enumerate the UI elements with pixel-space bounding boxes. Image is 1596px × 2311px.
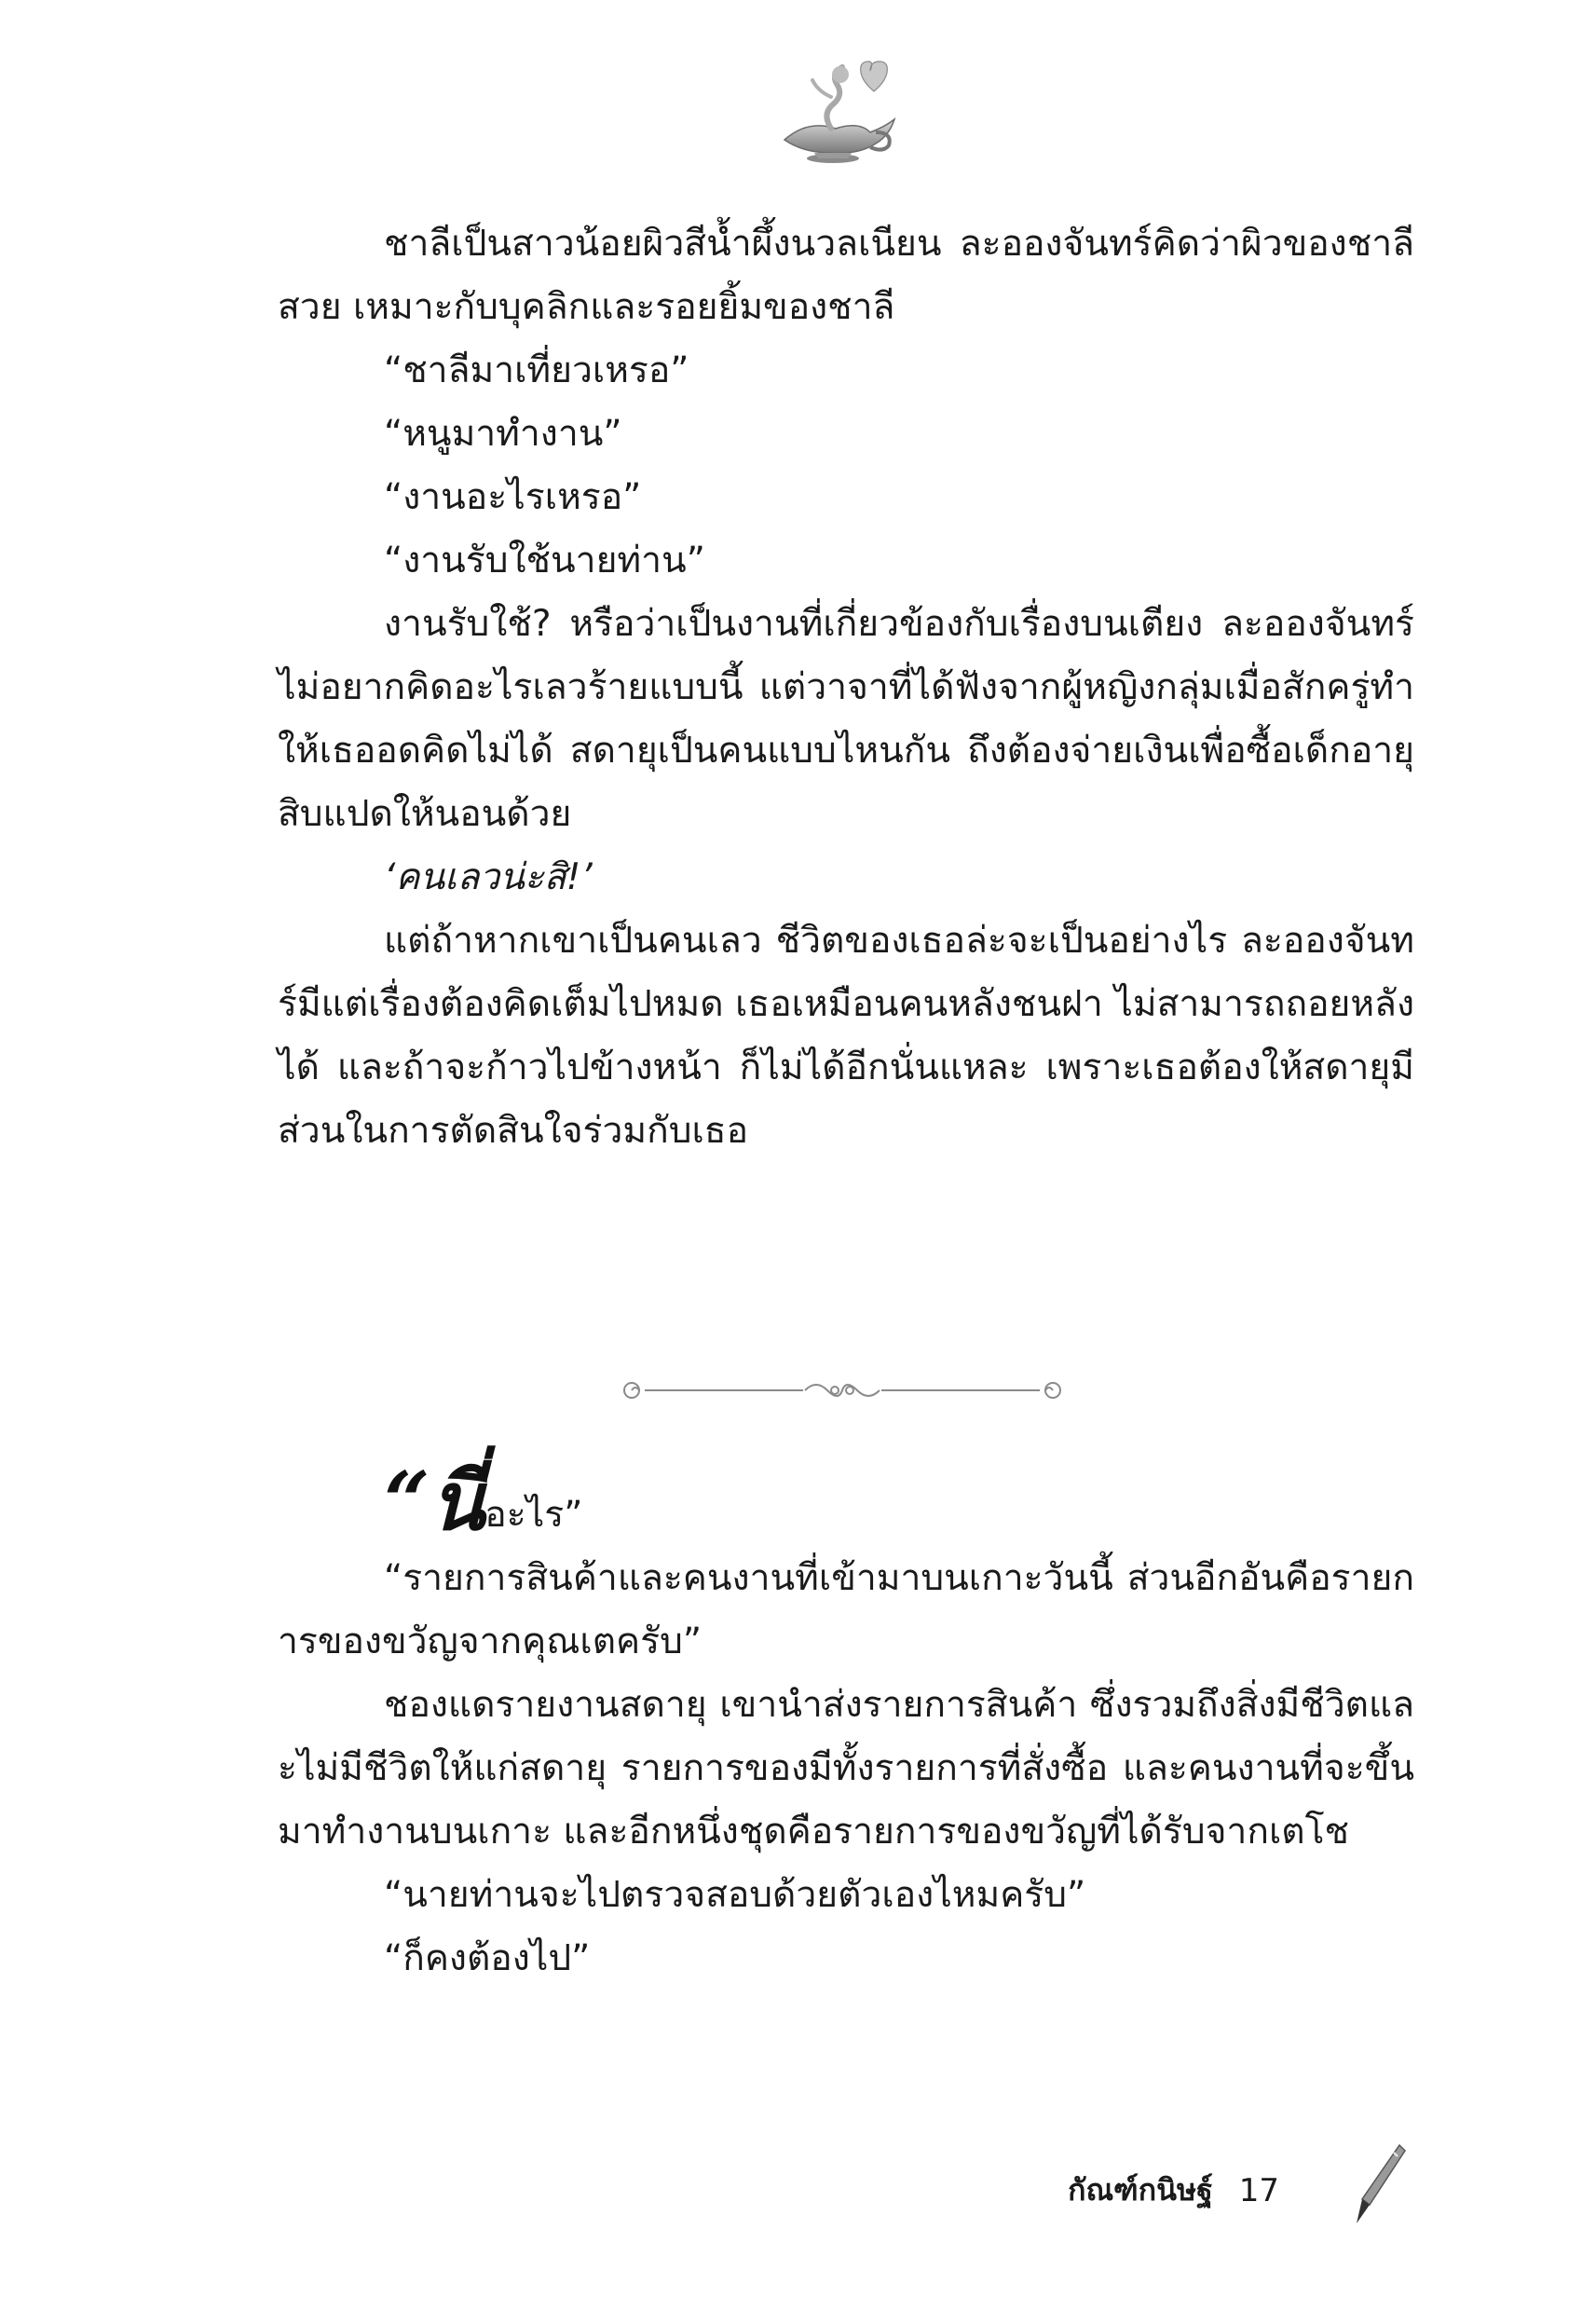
drop-cap: “นี่ — [384, 1455, 485, 1549]
main-text — [278, 212, 1414, 1163]
paragraph-12: “ก็คงต้องไป” — [384, 1937, 591, 1979]
paragraph-5: “งานรับใช้นายท่าน” — [384, 540, 705, 581]
paragraph-9: “รายการสินค้าและคนงานที่เข้ามาบนเกาะวันนี้ ส่วนอีกอันคือรายการของขวัญจากคุณเตครับ” — [278, 1557, 1414, 1662]
page-footer — [1068, 2167, 1279, 2214]
paragraph-10: ชองแดรายงานสดายุ เขานำส่งรายการสินค้า ซึ่งรวมถึงสิ่งมีชีวิตและไม่มีชีวิตให้แก่สดายุ รายการของมีทั้งรายการที่สั่งซื้อ และคนงานที่จะขึ้นมาทำงานบนเกาะ และอีกหนึ่งชุดคือรายการของขวัญที่ได้รับจากเตโช — [278, 1684, 1414, 1853]
paragraph-2: “ชาลีมาเที่ยวเหรอ” — [384, 349, 689, 391]
paragraph-4: “งานอะไรเหรอ” — [384, 476, 642, 518]
paragraph-11: “นายท่านจะไปตรวจสอบด้วยตัวเองไหมครับ” — [384, 1874, 1086, 1916]
paragraph-6: งานรับใช้? หรือว่าเป็นงานที่เกี่ยวข้องกับเรื่องบนเตียง ละอองจันทร์ไม่อยากคิดอะไรเลวร้ายแบบนี้ แต่วาจาที่ได้ฟังจากผู้หญิงกลุ่มเมื่อสักครู่ทำให้เธออดคิดไม่ได้ สดายุเป็นคนแบบไหนกัน ถึงต้องจ่ายเงินเพื่อซื้อเด็กอายุสิบแปดให้นอนด้วย — [278, 603, 1414, 835]
paragraph-7: ‘คนเลวน่ะสิ!’ — [384, 856, 593, 898]
section-opening — [384, 1444, 1414, 1547]
ornamental-divider — [607, 1372, 1077, 1409]
paragraph-1: ชาลีเป็นสาวน้อยผิวสีน้ำผึ้งนวลเนียน ละอองจันทร์คิดว่าผิวของชาลีสวย เหมาะกับบุคลิกและรอยยิ้มของชาลี — [278, 223, 1414, 328]
section-2-text — [278, 1444, 1414, 1990]
author-name: กัณฑ์กนิษฐ์ — [1068, 2172, 1213, 2208]
drop-cap-rest: อะไร” — [484, 1494, 583, 1536]
fountain-pen-icon — [1351, 2143, 1407, 2227]
page-number: 17 — [1238, 2171, 1279, 2209]
genie-lamp-logo-icon — [766, 54, 906, 166]
paragraph-3: “หนูมาทำงาน” — [384, 413, 622, 455]
paragraph-8: แต่ถ้าหากเขาเป็นคนเลว ชีวิตของเธอล่ะจะเป็นอย่างไร ละอองจันทร์มีแต่เรื่องต้องคิดเต็มไปหมด เธอเหมือนคนหลังชนฝา ไม่สามารถถอยหลังได้ และถ้าจะก้าวไปข้างหน้า ก็ไม่ได้อีกนั่นแหละ เพราะเธอต้องให้สดายุมีส่วนในการตัดสินใจร่วมกับเธอ — [278, 920, 1414, 1152]
